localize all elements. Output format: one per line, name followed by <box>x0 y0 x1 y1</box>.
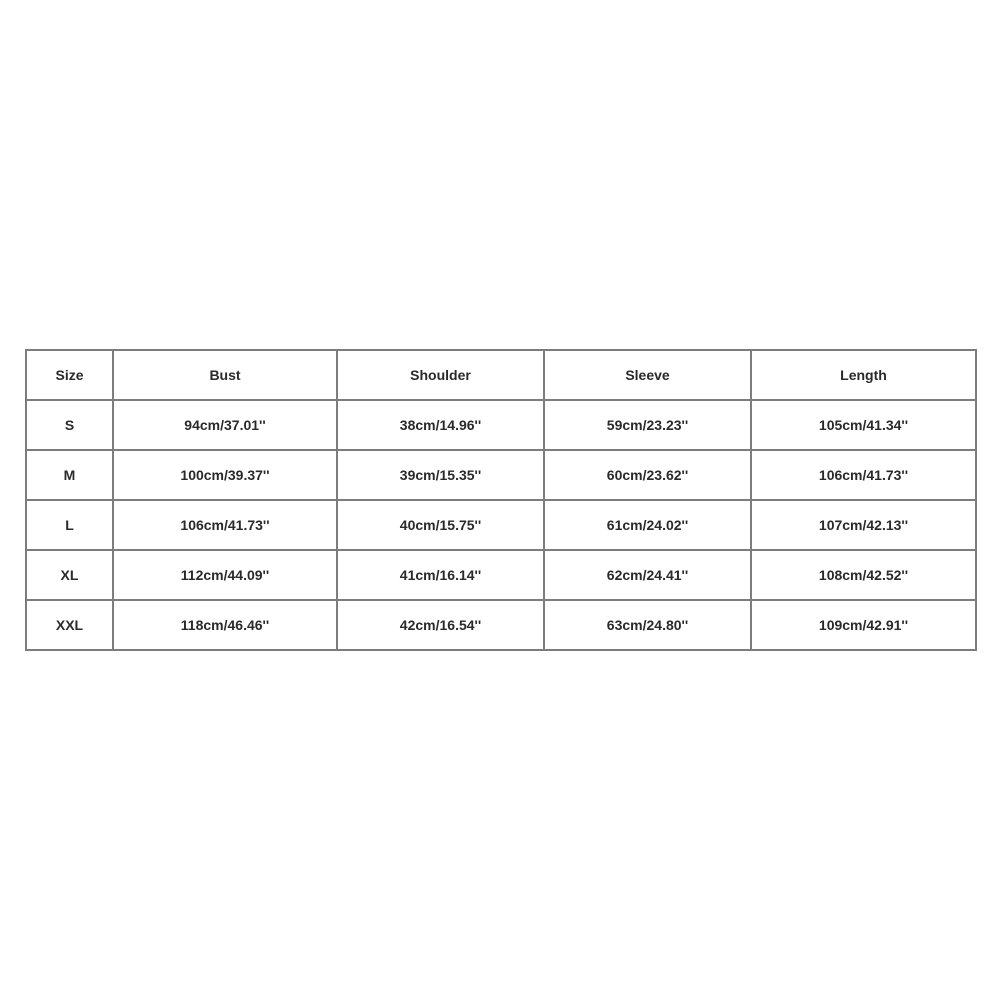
cell-sleeve: 63cm/24.80'' <box>544 600 751 650</box>
cell-size: L <box>26 500 113 550</box>
cell-bust: 118cm/46.46'' <box>113 600 337 650</box>
cell-shoulder: 41cm/16.14'' <box>337 550 544 600</box>
cell-size: M <box>26 450 113 500</box>
cell-size: XL <box>26 550 113 600</box>
header-size: Size <box>26 350 113 400</box>
table-row <box>26 400 976 450</box>
cell-length: 107cm/42.13'' <box>751 500 976 550</box>
cell-length: 106cm/41.73'' <box>751 450 976 500</box>
cell-shoulder: 42cm/16.54'' <box>337 600 544 650</box>
header-shoulder: Shoulder <box>337 350 544 400</box>
cell-sleeve: 59cm/23.23'' <box>544 400 751 450</box>
cell-length: 109cm/42.91'' <box>751 600 976 650</box>
cell-size: S <box>26 400 113 450</box>
cell-bust: 94cm/37.01'' <box>113 400 337 450</box>
table-row <box>26 450 976 500</box>
table-header-row <box>26 350 976 400</box>
table-row <box>26 600 976 650</box>
cell-sleeve: 60cm/23.62'' <box>544 450 751 500</box>
cell-length: 108cm/42.52'' <box>751 550 976 600</box>
cell-bust: 112cm/44.09'' <box>113 550 337 600</box>
cell-bust: 106cm/41.73'' <box>113 500 337 550</box>
cell-sleeve: 61cm/24.02'' <box>544 500 751 550</box>
header-bust: Bust <box>113 350 337 400</box>
table-row <box>26 500 976 550</box>
cell-sleeve: 62cm/24.41'' <box>544 550 751 600</box>
header-length: Length <box>751 350 976 400</box>
header-sleeve: Sleeve <box>544 350 751 400</box>
cell-shoulder: 38cm/14.96'' <box>337 400 544 450</box>
cell-length: 105cm/41.34'' <box>751 400 976 450</box>
cell-bust: 100cm/39.37'' <box>113 450 337 500</box>
table-row <box>26 550 976 600</box>
size-chart-table <box>25 349 977 651</box>
cell-shoulder: 39cm/15.35'' <box>337 450 544 500</box>
cell-shoulder: 40cm/15.75'' <box>337 500 544 550</box>
cell-size: XXL <box>26 600 113 650</box>
